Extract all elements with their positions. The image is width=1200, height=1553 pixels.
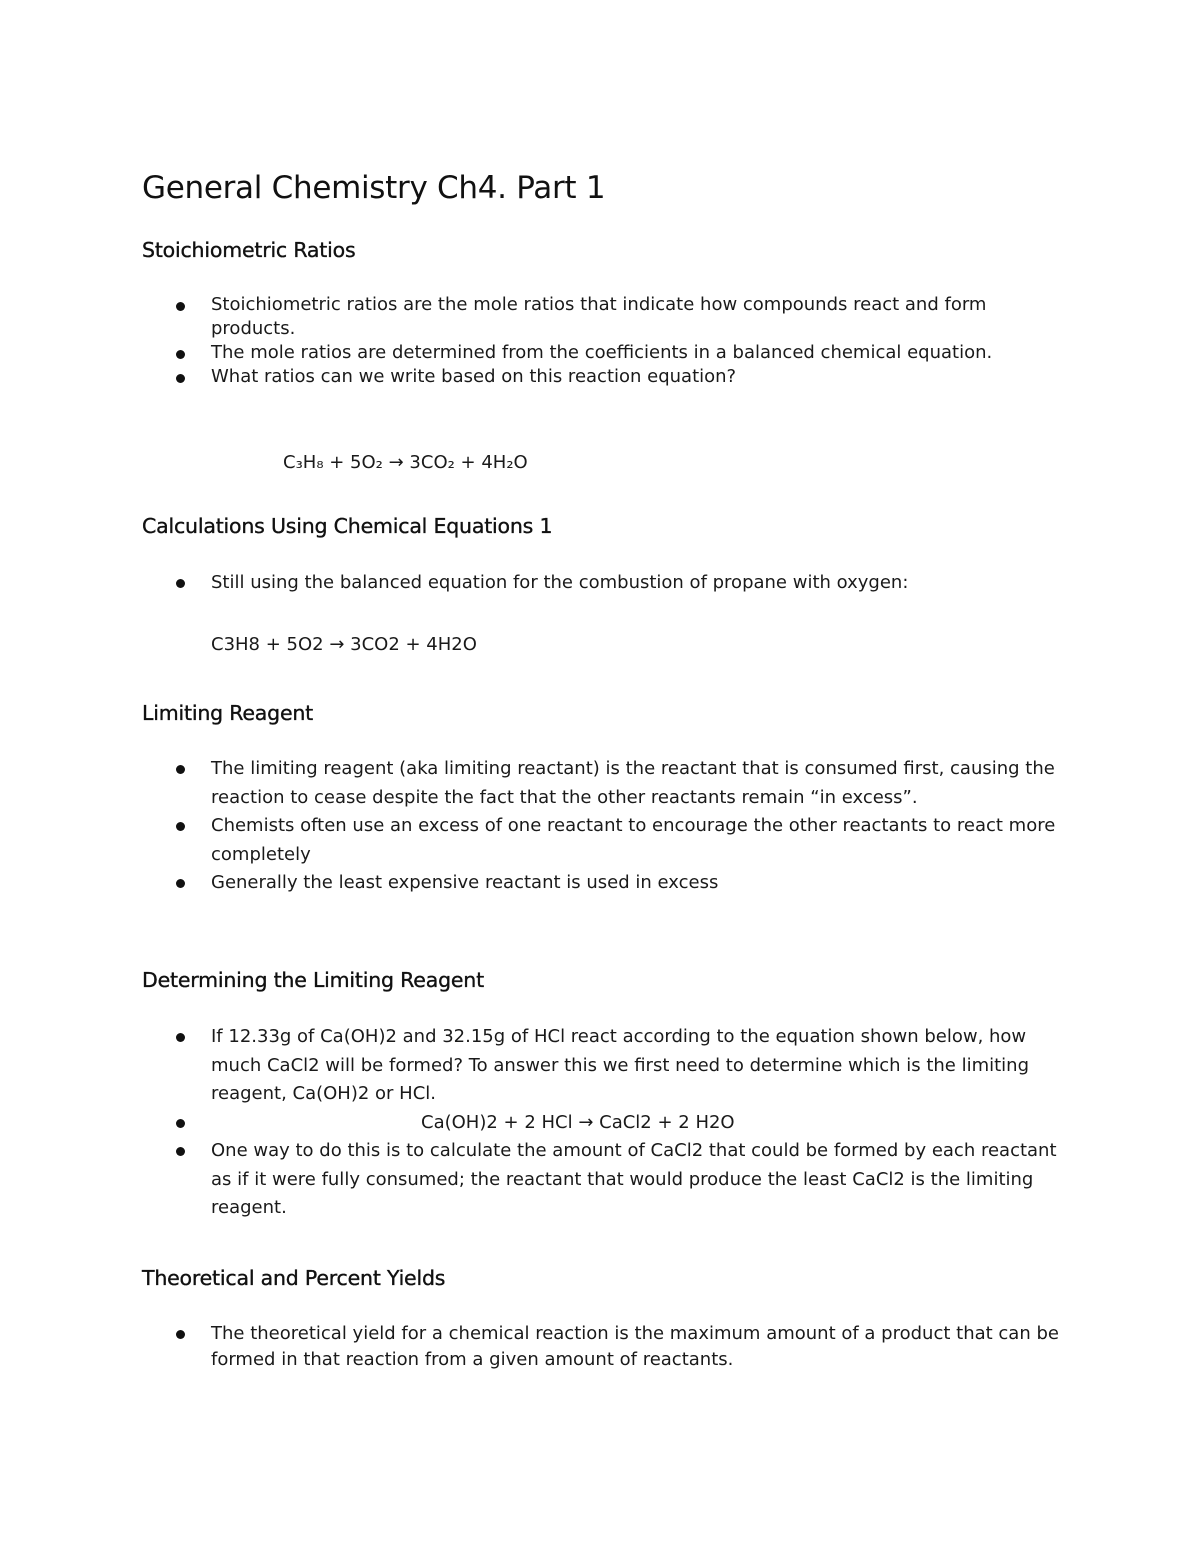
bullet-dot-icon [176, 1330, 185, 1339]
bullet-dot-icon [176, 879, 185, 888]
bullet-dot-icon [176, 374, 185, 383]
list-item [0, 1109, 1071, 1138]
bullet-dot-icon [176, 1119, 185, 1128]
list-item: What ratios can we write based on this reaction equation? [0, 365, 1071, 389]
list-item: If 12.33g of Ca(OH)2 and 32.15g of HCl react according to the equation shown below, how much CaCl2 will be formed? To answer this we first need to determine which is the limiting reagent, Ca(OH)2 or HCl. [0, 1023, 1071, 1109]
bullet-dot-icon [176, 1147, 185, 1156]
bullet-dot-icon [176, 765, 185, 774]
bullet-dot-icon [176, 350, 185, 359]
propane-equation-plain: C3H8 + 5O2 → 3CO2 + 4H2O [211, 634, 477, 655]
determining-limiting-reagent-list [0, 1023, 1071, 1223]
calcium-hydroxide-equation: Ca(OH)2 + 2 HCl → CaCl2 + 2 H2O [421, 1111, 735, 1133]
heading-stoichiometric-ratios: Stoichiometric Ratios [142, 238, 356, 262]
limiting-reagent-list [0, 755, 1071, 898]
list-item: Generally the least expensive reactant is used in excess [0, 869, 1071, 898]
heading-theoretical-percent-yields: Theoretical and Percent Yields [142, 1266, 446, 1290]
stoichiometric-ratios-list [0, 293, 1071, 389]
calculations-list [0, 570, 1071, 596]
document-title: General Chemistry Ch4. Part 1 [142, 170, 606, 206]
bullet-dot-icon [176, 579, 185, 588]
heading-limiting-reagent: Limiting Reagent [142, 701, 313, 725]
bullet-dot-icon [176, 302, 185, 311]
bullet-dot-icon [176, 1033, 185, 1042]
list-item: The theoretical yield for a chemical reaction is the maximum amount of a product that can be formed in that reaction from a given amount of reactants. [0, 1321, 1071, 1373]
heading-determining-limiting-reagent: Determining the Limiting Reagent [142, 968, 484, 992]
heading-calculations-chemical-equations: Calculations Using Chemical Equations 1 [142, 514, 553, 538]
propane-equation-subscript: C₃H₈ + 5O₂ → 3CO₂ + 4H₂O [283, 452, 528, 473]
list-item: Stoichiometric ratios are the mole ratios that indicate how compounds react and form products. [0, 293, 1071, 341]
list-item: The mole ratios are determined from the coefficients in a balanced chemical equation. [0, 341, 1071, 365]
list-item: The limiting reagent (aka limiting reactant) is the reactant that is consumed first, causing the reaction to cease despite the fact that the other reactants remain “in excess”. [0, 755, 1071, 812]
list-item: Still using the balanced equation for the combustion of propane with oxygen: [0, 570, 1071, 596]
theoretical-yields-list [0, 1321, 1071, 1373]
bullet-dot-icon [176, 822, 185, 831]
list-item: One way to do this is to calculate the amount of CaCl2 that could be formed by each reactant as if it were fully consumed; the reactant that would produce the least CaCl2 is the limiting reagent. [0, 1137, 1071, 1223]
list-item: Chemists often use an excess of one reactant to encourage the other reactants to react more completely [0, 812, 1071, 869]
